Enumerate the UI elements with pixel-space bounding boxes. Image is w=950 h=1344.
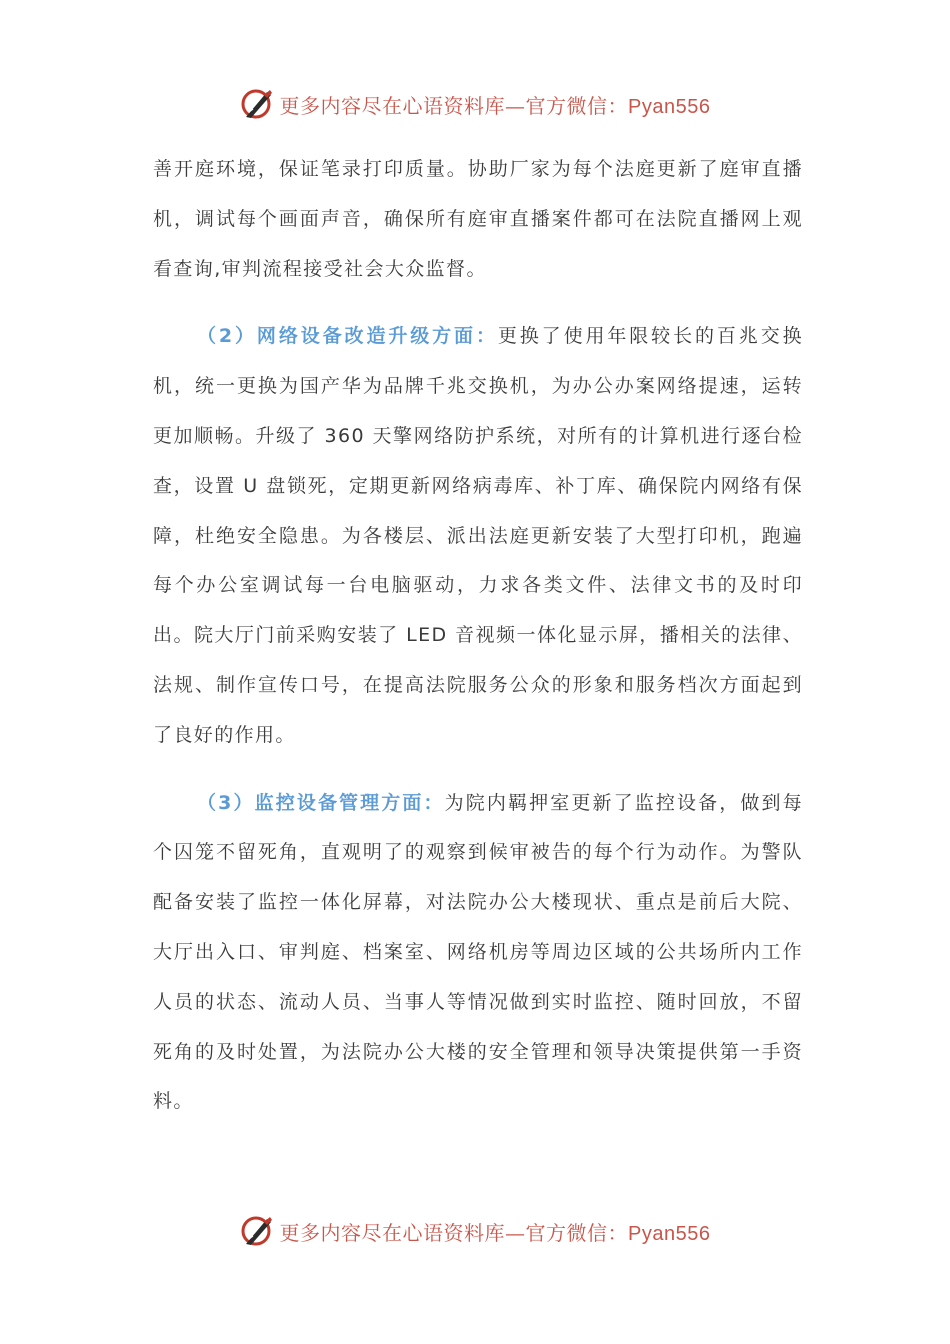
watermark-text: 更多内容尽在心语资料库—官方微信：Pyan556 bbox=[279, 93, 711, 118]
quill-pen-logo-icon bbox=[240, 87, 274, 121]
section-heading-monitoring: （3）监控设备管理方面： bbox=[197, 791, 445, 814]
paragraph-monitoring bbox=[153, 779, 803, 1128]
paragraph-continued bbox=[153, 145, 803, 294]
footer-watermark-banner bbox=[0, 1211, 950, 1251]
paragraph-network-upgrade bbox=[153, 312, 803, 760]
watermark-text: 更多内容尽在心语资料库—官方微信：Pyan556 bbox=[279, 1220, 711, 1245]
section-heading-network: （2）网络设备改造升级方面： bbox=[197, 325, 498, 348]
paragraph-text: 善开庭环境，保证笔录打印质量。协助厂家为每个法庭更新了庭审直播机，调试每个画面声音，确保所有庭审直播案件都可在法院直播网上观看查询,审判流程接受社会大众监督。 bbox=[153, 158, 803, 280]
paragraph-text: 更换了使用年限较长的百兆交换机，统一更换为国产华为品牌千兆交换机，为办公办案网络提速，运转更加顺畅。升级了 360 天擎网络防护系统，对所有的计算机进行逐台检查，设置 U 盘锁死，定期更新网络病毒库、补丁库、确保院内网络有保障，杜绝安全隐患。为各楼层、派出法庭更新安装了大型打印机，跑遍每个办公室调试每一台电脑驱动，力求各类文件、法律文书的及时印出。院大厅门前采购安装了 LED 音视频一体化显示屏，播相关的法律、法规、制作宣传口号，在提高法院服务公众的形象和服务档次方面起到了良好的作用。 bbox=[153, 325, 803, 746]
document-body bbox=[153, 145, 803, 1127]
wechat-handle: Pyan556 bbox=[628, 1222, 711, 1245]
header-watermark-banner bbox=[0, 84, 950, 124]
wechat-handle: Pyan556 bbox=[628, 95, 711, 118]
paragraph-text: 为院内羁押室更新了监控设备，做到每个囚笼不留死角，直观明了的观察到候审被告的每个行为动作。为警队配备安装了监控一体化屏幕，对法院办公大楼现状、重点是前后大院、大厅出入口、审判庭、档案室、网络机房等周边区域的公共场所内工作人员的状态、流动人员、当事人等情况做到实时监控、随时回放，不留死角的及时处置，为法院办公大楼的安全管理和领导决策提供第一手资料。 bbox=[153, 791, 803, 1113]
quill-pen-logo-icon bbox=[240, 1214, 274, 1248]
